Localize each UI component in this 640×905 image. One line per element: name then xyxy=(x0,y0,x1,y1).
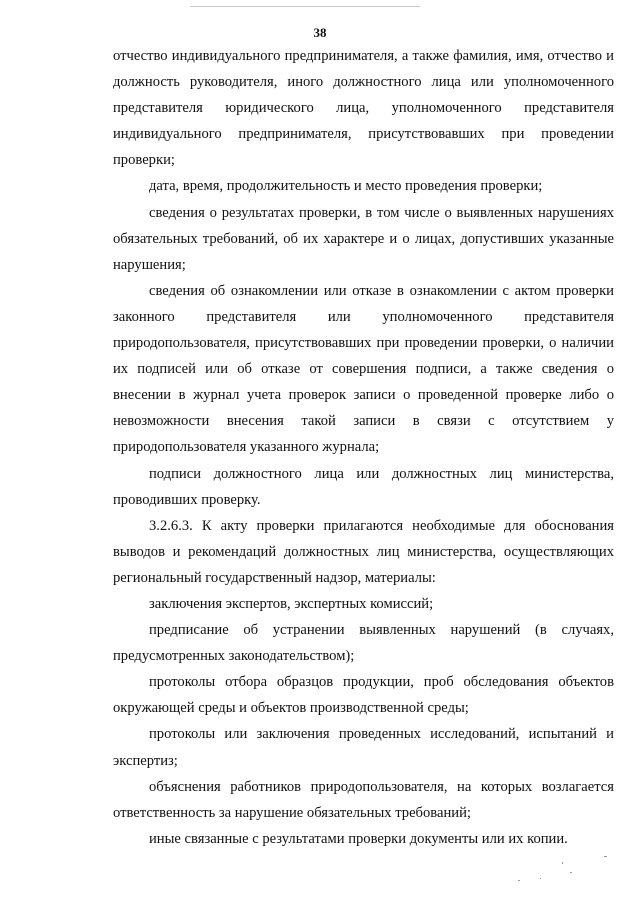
paragraph-6: 3.2.6.3. К акту проверки прилагаются необходимые для обоснования выводов и рекомендаций должностных лиц министерства, осуществляющих региональный государственный надзор, материалы: xyxy=(113,517,614,586)
paragraph-2: дата, время, продолжительность и место проведения проверки; xyxy=(149,178,543,195)
scan-speck xyxy=(518,880,520,881)
paragraph-1: отчество индивидуального предпринимателя, а также фамилия, имя, отчество и должность руководителя, иного должностного лица или уполномоченного представителя юридического лица, уполномоченного представителя индивидуального предпринимателя, присутствовавших при проведении проверки; xyxy=(113,48,614,169)
scan-specks xyxy=(500,850,620,890)
paragraph-3: сведения о результатах проверки, в том числе о выявленных нарушениях обязательных требований, об их характере и о лицах, допустивших указанные нарушения; xyxy=(113,204,614,273)
scan-speck xyxy=(562,862,563,864)
page-number: 38 xyxy=(313,25,327,40)
scan-speck xyxy=(604,856,607,857)
scan-speck xyxy=(540,878,541,879)
paragraph-5: подписи должностного лица или должностных лиц министерства, проводивших проверку. xyxy=(113,465,614,508)
paragraph-9: протоколы отбора образцов продукции, проб обследования объектов окружающей среды и объектов производственной среды; xyxy=(113,674,614,717)
paragraph-4: сведения об ознакомлении или отказе в ознакомлении с актом проверки законного представителя или уполномоченного представителя природопользователя, присутствовавших при проведении проверки, о наличии их подписей или об отказе от совершения подписи, а также сведения о внесении в журнал учета проверок записи о проведенной проверке либо о невозможности внесения такой записи в связи с отсутствием у природопользователя указанного журнала; xyxy=(113,282,614,456)
paragraph-11: объяснения работников природопользователя, на которых возлагается ответственность за нарушение обязательных требований; xyxy=(113,778,614,821)
top-scan-line xyxy=(190,6,420,7)
paragraph-8: предписание об устранении выявленных нарушений (в случаях, предусмотренных законодательством); xyxy=(113,622,614,665)
scan-speck xyxy=(570,872,572,873)
paragraph-7: заключения экспертов, экспертных комиссий; xyxy=(149,595,434,612)
paragraph-12: иные связанные с результатами проверки документы или их копии. xyxy=(149,830,568,847)
body-text xyxy=(113,43,614,852)
paragraph-10: протоколы или заключения проведенных исследований, испытаний и экспертиз; xyxy=(113,726,614,769)
